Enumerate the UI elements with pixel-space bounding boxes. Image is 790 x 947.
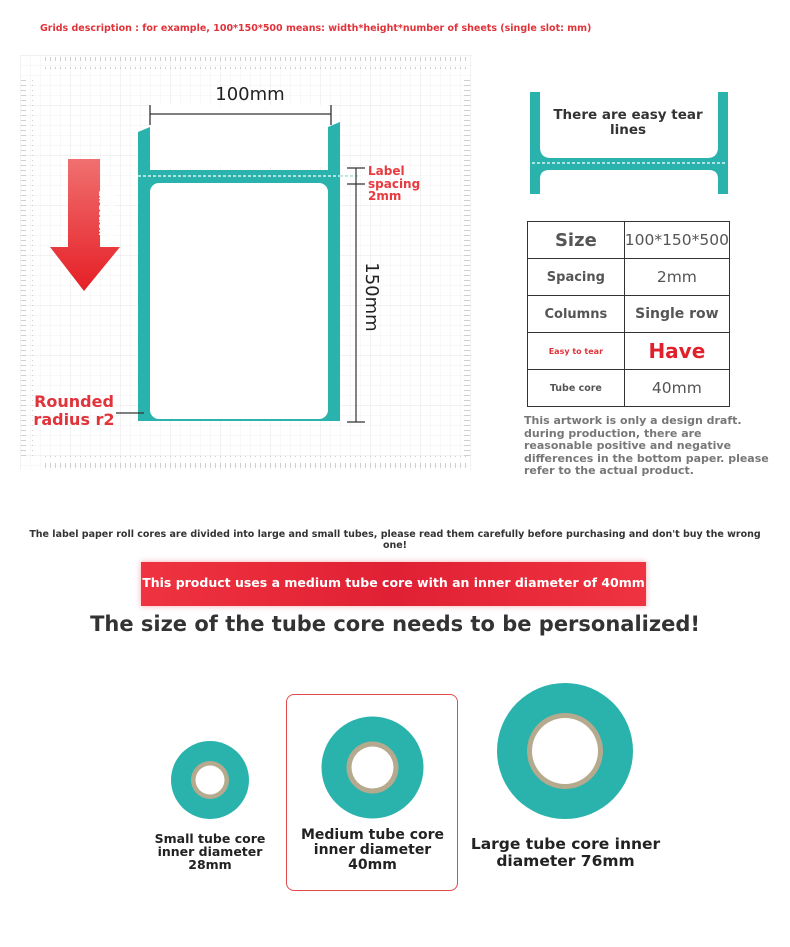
radius-label: Rounded radius r2 [33,392,115,429]
small-core-caption: Small tube core inner diameter 28mm [154,831,266,872]
spec-key: Columns [528,296,625,333]
spec-value: Single row [624,296,729,333]
tear-line-note: There are easy tear lines [553,107,703,138]
core-headline: The size of the tube core needs to be personalized! [90,612,700,636]
large-core-icon [497,683,633,819]
product-core-banner: This product uses a medium tube core with an inner diameter of 40mm [141,562,646,606]
medium-core-icon [321,716,424,819]
direction-label: Paper outlet direction [96,181,116,245]
spec-row-tube-core [528,370,730,407]
width-label: 100mm [215,84,285,105]
design-disclaimer: This artwork is only a design draft. during production, there are reasonable positive and negative differences in the bottom paper. please refer to the actual product. [524,414,769,477]
main-label [150,183,328,419]
spec-row-spacing [528,259,730,296]
spec-row-columns [528,296,730,333]
spec-value: 2mm [624,259,729,296]
spec-row-easy-tear [528,333,730,370]
spec-key: Easy to tear [528,333,625,370]
spec-key: Tube core [528,370,625,407]
spec-row-size [528,222,730,259]
spec-key: Size [528,222,625,259]
small-core-icon [170,740,250,820]
height-label: 150mm [361,262,382,332]
spec-value: Have [624,333,729,370]
spec-value: 40mm [624,370,729,407]
roll-core-note: The label paper roll cores are divided into large and small tubes, please read them carefully before purchasing and don't buy the wrong one! [29,529,761,551]
grids-description: Grids description : for example, 100*150*500 means: width*height*number of sheets (single slot: mm) [40,23,592,34]
spec-value: 100*150*500 [624,222,729,259]
large-core-caption: Large tube core inner diameter 76mm [470,835,661,870]
spec-key: Spacing [528,259,625,296]
spec-table [527,221,730,407]
spacing-label: Label spacing 2mm [368,164,421,203]
medium-core-caption: Medium tube core inner diameter 40mm [300,827,445,873]
